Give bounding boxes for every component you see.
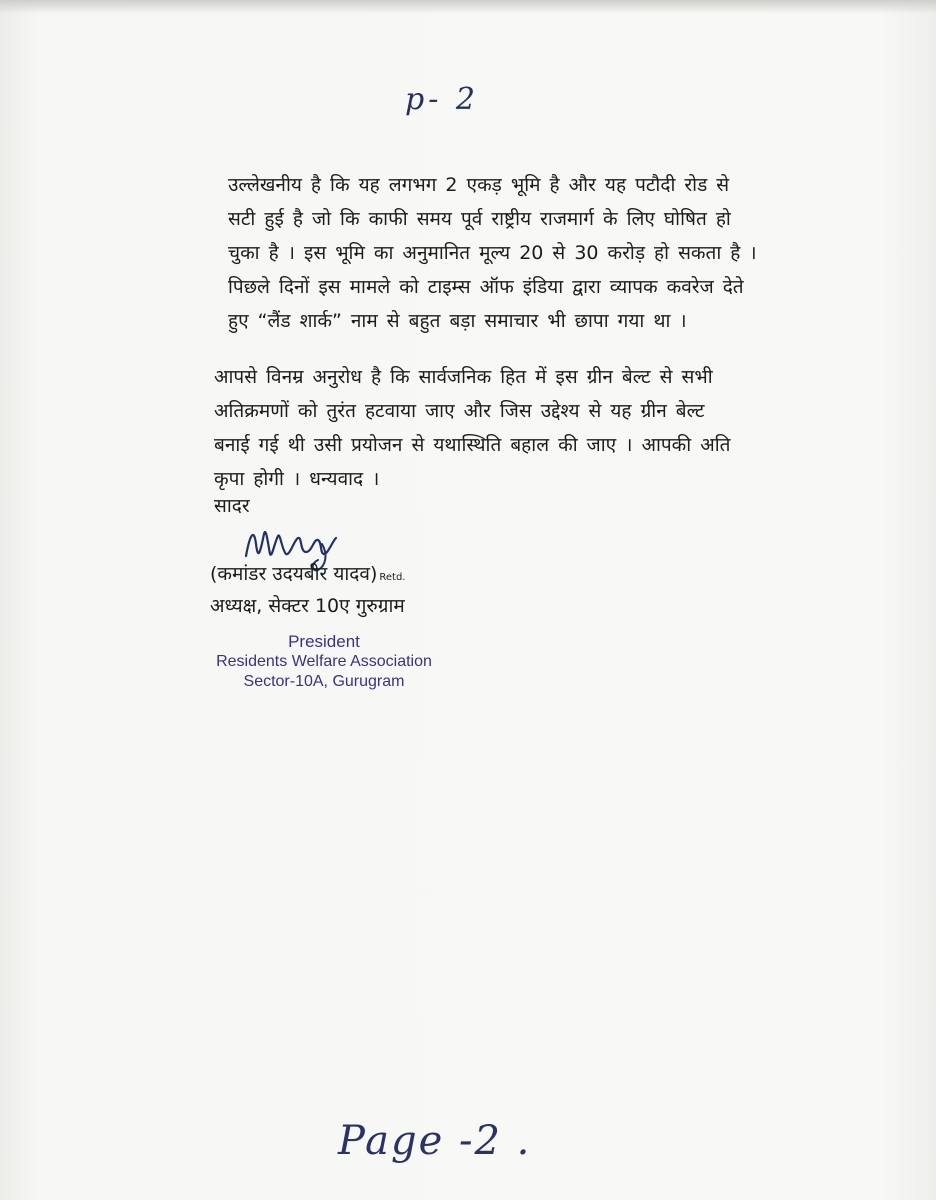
paragraph1-line: पिछले दिनों इस मामले को टाइम्स ऑफ इंडिया द्वारा व्यापक कवरेज देते [228,276,744,298]
closing-salutation: सादर [214,495,250,517]
paragraph2-line: आपसे विनम्र अनुरोध है कि सार्वजनिक हित में इस ग्रीन बेल्ट से सभी [214,366,713,388]
paragraph1-line: उल्लेखनीय है कि यह लगभग 2 एकड़ भूमि है और यह पटौदी रोड से [228,174,730,196]
stamp-title: President [288,632,360,651]
paragraph1-line: चुका है । इस भूमि का अनुमानित मूल्य 20 से 30 करोड़ हो सकता है । [228,242,757,264]
signatory-designation: अध्यक्ष, सेक्टर 10ए गुरुग्राम [210,595,405,617]
scan-edge-shadow [0,0,936,14]
paragraph1-line: सटी हुई है जो कि काफी समय पूर्व राष्ट्रीय राजमार्ग के लिए घोषित हो [228,208,731,230]
paragraph-land-details [228,168,757,338]
stamp-sector: Sector-10A, Gurugram [243,673,405,690]
handwritten-page-marker-bottom: Page -2 . [338,1118,532,1164]
retired-suffix: Retd. [379,572,406,583]
paragraph2-line: बनाई गई थी उसी प्रयोजन से यथास्थिति बहाल की जाए । आपकी अति [214,434,731,456]
association-stamp [204,632,444,692]
paragraph2-line: अतिक्रमणों को तुरंत हटवाया जाए और जिस उद्देश्य से यह ग्रीन बेल्ट [214,400,705,422]
signatory-name-text: (कमांडर उदयबीर यादव) [210,563,378,585]
handwritten-page-marker-top: p- 2 [405,82,479,117]
signatory-name [210,560,405,586]
paragraph1-line: हुए “लैंड शार्क” नाम से बहुत बड़ा समाचार भी छापा गया था । [228,310,687,332]
paragraph-request [214,360,731,496]
paragraph2-line: कृपा होगी । धन्यवाद । [214,468,380,490]
stamp-association-name: Residents Welfare Association [216,653,432,670]
